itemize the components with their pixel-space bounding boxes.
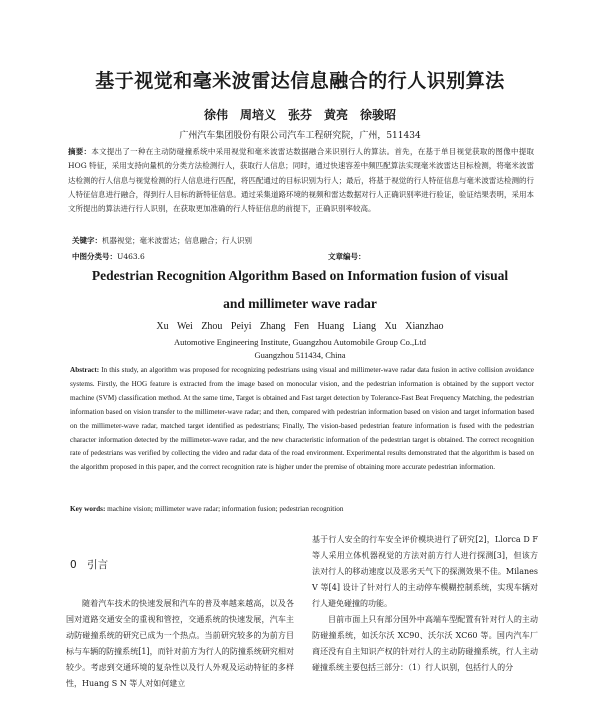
chinese-abstract-text: 本文提出了一种在主动防碰撞系统中采用视觉和毫米波雷达数据融合来识别行人的算法。首先，在基于单目视觉获取的图像中提取 HOG 特征，采用支持向量机的分类方法检测行人，获取行人信息；同时，通过快速容差中频匹配算法实现毫米波雷达目标检测，将毫米波雷达检测的行人信息与视觉检测的行人信息进行匹配，将匹配通过的目标识别为行人；最后，将基于视觉的行人特征信息与毫米波雷达检测的行人特征信息进行融合，得到行人目标的新特征信息。通过采集道路环境的视频和雷达数据对行人正确识别率进行验证，验证结果表明，采用本文所提出的算法进行行人识别，在获取更加准确的行人特征信息的前提下，正确识别率较高。 xyxy=(68,147,535,214)
english-authors: Xu Wei Zhou Peiyi Zhang Fen Huang Liang Xu Xianzhao xyxy=(156,321,444,332)
english-keywords-label: Key words: xyxy=(70,505,106,513)
english-affiliation-line-1: Automotive Engineering Institute, Guangzhou Automobile Group Co.,Ltd xyxy=(174,337,426,347)
body-right-paragraph-2: 目前市面上只有部分国外中高端车型配置有针对行人的主动防碰撞系统，如沃尔沃 XC90、沃尔沃 XC60 等。国内汽车厂商还没有自主知识产权的针对行人的主动防碰撞系统，行人主动碰撞系统主要包括三部分：（1）行人识别，包括行人的分 xyxy=(312,615,538,672)
english-abstract-label: Abstract: xyxy=(70,366,100,374)
english-title-line-2: and millimeter wave radar xyxy=(223,296,377,311)
english-affiliation-line-2: Guangzhou 511434, China xyxy=(254,350,346,360)
classification-line xyxy=(72,251,534,263)
chinese-abstract xyxy=(68,145,534,216)
chinese-keywords-label: 关键字： xyxy=(72,236,102,245)
body-left-column: 随着汽车技术的快速发展和汽车的普及率越来越高，以及各国对道路交通安全的重视和管控，交通系统的快速发展，汽车主动防碰撞系统的研究已成为一个热点。当前研究较多的为前方目标与车辆的防撞系统[1]，而针对前方为行人的防撞系统研究相对较少。考虑到交通环境的复杂性以及行人外观及运动特征的多样性，Huang S N 等人对如何建立 xyxy=(66,599,294,688)
classification-label: 中图分类号： xyxy=(72,252,117,261)
english-title-line-1: Pedestrian Recognition Algorithm Based on Information fusion of visual xyxy=(91,268,509,283)
chinese-keywords-text: 机器视觉；毫米波雷达；信息融合；行人识别 xyxy=(102,236,252,245)
english-keywords xyxy=(70,505,534,513)
chinese-keywords xyxy=(72,235,534,247)
section-heading-introduction: 0 引言 xyxy=(70,559,109,571)
english-abstract-text: In this study, an algorithm was proposed for recognizing pedestrians using visual and millimeter-wave radar data fusion in active collision avoidance systems. Firstly, the HOG feature is extracted from the image based on monocular vision, and the pedestrian information is obtained by the support vector machine (SVM) classification method. At the same time, Target is obtained and Fast target detection by Tolerance-Fast Beat Frequency Matching, the pedestrian information based on vision transfer to the millimeter-wave radar; and then, compared with pedestrian information based on vision and target information based on the millimeter-wave radar, matched target identified as pedestrians; Finally, The vision-based pedestrian feature information is fused with the pedestrian character information detected by the millimeter-wave radar, and the new characteristic information of the pedestrian target is obtained. The correct recognition rate of pedestrians was verified by collecting the video and radar data of the road environment. Experimental results demonstrated that the algorithm is based on the algorithm proposed in this paper, and the correct recognition rate is higher under the premise of obtaining more accurate pedestrian information. xyxy=(70,366,534,472)
english-abstract xyxy=(70,364,534,475)
chinese-authors: 徐伟 周培义 张芬 黄亮 徐骏昭 xyxy=(203,108,396,122)
body-right-column xyxy=(312,532,538,676)
english-keywords-text: machine vision; millimeter wave radar; information fusion; pedestrian recognition xyxy=(107,505,344,513)
document-code-label: 文章编号： xyxy=(328,252,366,261)
chinese-affiliation: 广州汽车集团股份有限公司汽车工程研究院，广州，511434 xyxy=(179,131,421,141)
chinese-title: 基于视觉和毫米波雷达信息融合的行人识别算法 xyxy=(95,70,505,92)
chinese-abstract-label: 摘要： xyxy=(68,147,92,156)
body-right-paragraph-1: 基于行人安全的行车安全评价模块进行了研究[2]，Llorca D F 等人采用立体机器视觉的方法对前方行人进行探测[3]，但该方法对行人的移动速度以及恶劣天气下的探测效果不佳。Milanes V 等[4] 设计了针对行人的主动停车模糊控制系统，实现车辆对行人避免碰撞的功能。 xyxy=(312,535,538,608)
english-affiliation xyxy=(0,336,600,362)
classification-value: U463.6 xyxy=(117,252,145,261)
